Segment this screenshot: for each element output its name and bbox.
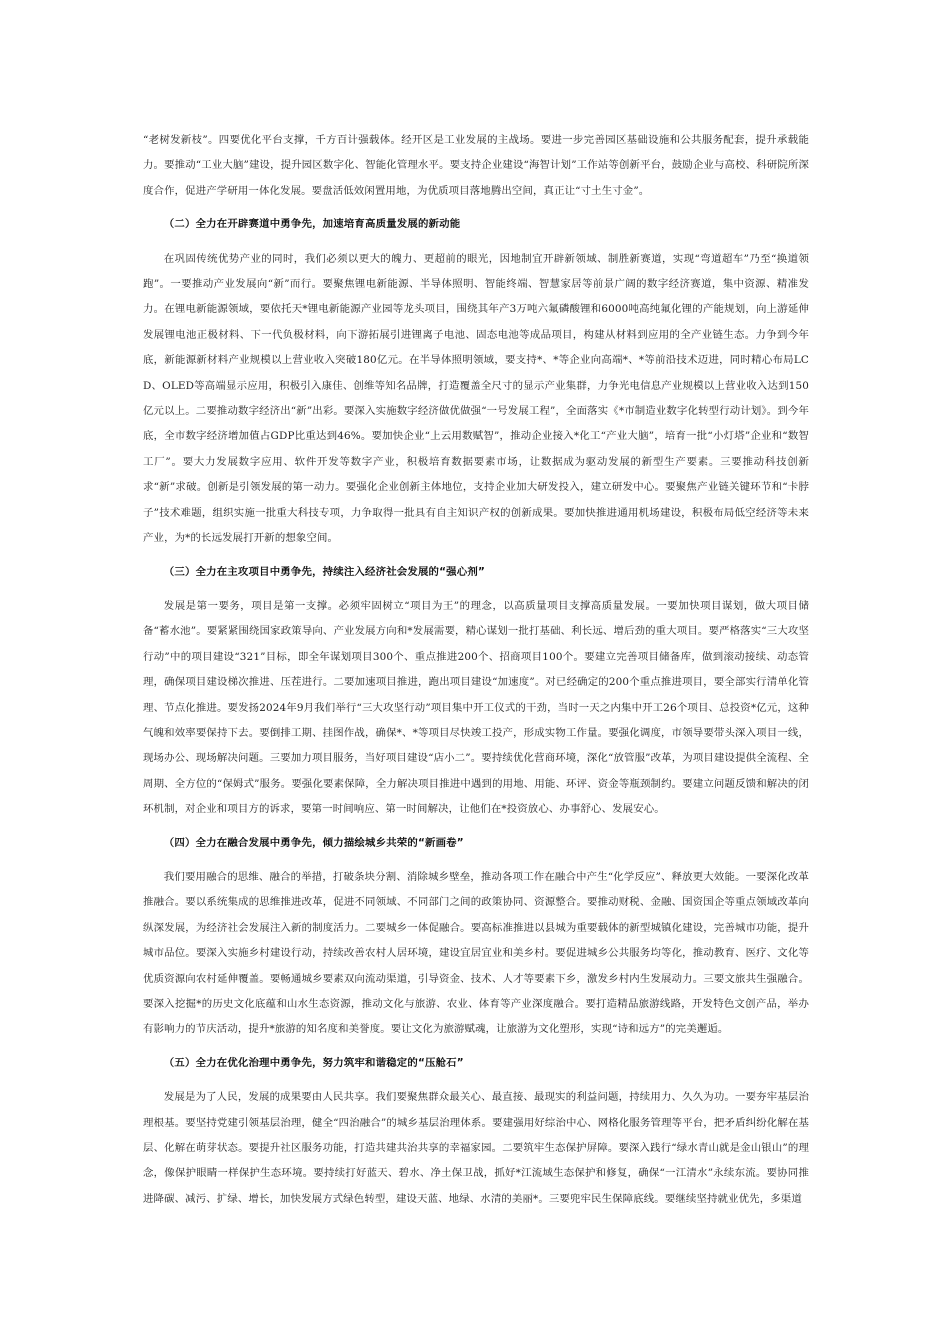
intro-paragraph: “老树发新枝”。四要优化平台支撑，千方百计强载体。经开区是工业发展的主战场。要进一步完善园区基础设施和公共服务配套，提升承载能力。要推动“工业大脑”建设，提升园区数字化、智能化管理水平。要支持企业建设“海智计划”工作站等创新平台，鼓励企业与高校、科研院所深度合作，促进产学研用一体化发展。要盘活低效闲置用地，为优质项目落地腾出空间，真正让“寸土生寸金”。: [143, 134, 809, 197]
section-heading-3: （三）全力在主攻项目中勇争先，持续注入经济社会发展的“强心剂”: [163, 565, 485, 578]
section-body-5: 发展是为了人民，发展的成果要由人民共享。我们要聚焦群众最关心、最直接、最现实的利益问题，持续用力、久久为功。一要夯牢基层治理根基。要坚持党建引领基层治理，健全“四治融合”的城乡基层治理体系。要建强用好综治中心、网格化服务管理等平台，把矛盾纠纷化解在基层、化解在萌芽状态。要提升社区服务功能，打造共建共治共享的幸福家园。二要筑牢生态保护屏障。要深入践行“绿水青山就是金山银山”的理念，像保护眼睛一样保护生态环境。要持续打好蓝天、碧水、净土保卫战，抓好*江流域生态保护和修复，确保“一江清水”永续东流。要协同推进降碳、减污、扩绿、增长，加快发展方式绿色转型，建设天蓝、地绿、水清的美丽*。三要兜牢民生保障底线。要继续坚持就业优先，多渠道: [143, 1091, 809, 1205]
section-heading-4: （四）全力在融合发展中勇争先，倾力描绘城乡共荣的“新画卷”: [163, 836, 464, 849]
section-heading-5: （五）全力在优化治理中勇争先，努力筑牢和谐稳定的“压舱石”: [163, 1056, 464, 1069]
section-body-4: 我们要用融合的思维、融合的举措，打破条块分割、消除城乡壁垒，推动各项工作在融合中产生“化学反应”、释放更大效能。一要深化改革推融合。要以系统集成的思维推进改革，促进不同领域、不同部门之间的政策协同、资源整合。要推动财税、金融、国资国企等重点领域改革向纵深发展，为经济社会发展注入新的制度活力。二要城乡一体促融合。要高标准推进以县城为重要载体的新型城镇化建设，完善城市功能，提升城市品位。要深入实施乡村建设行动，持续改善农村人居环境，建设宜居宜业和美乡村。要促进城乡公共服务均等化，推动教育、医疗、文化等优质资源向农村延伸覆盖。要畅通城乡要素双向流动渠道，引导资金、技术、人才等要素下乡，激发乡村内生发展动力。三要文旅共生强融合。要深入挖掘*的历史文化底蕴和山水生态资源，推动文化与旅游、农业、体育等产业深度融合。要打造精品旅游线路，开发特色文创产品，举办有影响力的节庆活动，提升*旅游的知名度和美誉度。要让文化为旅游赋魂，让旅游为文化塑形，实现“诗和远方”的完美邂逅。: [143, 870, 809, 1036]
section-heading-2: （二）全力在开辟赛道中勇争先，加速培育高质量发展的新动能: [163, 218, 461, 231]
section-body-2: 在巩固传统优势产业的同时，我们必须以更大的魄力、更超前的眼光，因地制宜开辟新领域、制胜新赛道，实现“弯道超车”乃至“换道领跑”。一要推动产业发展向“新”而行。要聚焦锂电新能源、半导体照明、智能终端、智慧家居等前景广阔的数字经济赛道，集中资源、精准发力。在锂电新能源领域，要依托天*锂电新能源产业园等龙头项目，围绕其年产3万吨六氟磷酸锂和6000吨高纯氟化锂的产能规划，向上游延伸发展锂电池正极材料、下一代负极材料，向下游拓展引进锂离子电池、固态电池等成品项目，构建从材料到应用的全产业链生态。力争到今年底，新能源新材料产业规模以上营业收入突破180亿元。在半导体照明领域，要支持*、*等企业向高端*、*等前沿技术迈进，同时精心布局LCD、OLED等高端显示应用，积极引入康佳、创维等知名品牌，打造覆盖全尺寸的显示产业集群，力争光电信息产业规模以上营业收入达到150亿元以上。二要推动数字经济出“新”出彩。要深入实施数字经济做优做强“一号发展工程”，全面落实《*市制造业数字化转型行动计划》。到今年底，全市数字经济增加值占GDP比重达到46%。要加快企业“上云用数赋智”，推动企业接入*化工“产业大脑”，培育一批“小灯塔”企业和“数智工厂”。要大力发展数字应用、软件开发等数字产业，积极培育数据要素市场，让数据成为驱动发展的新型生产要素。三要推动科技创新求“新”求破。创新是引领发展的第一动力。要强化企业创新主体地位，支持企业加大研发投入，建立研发中心。要聚焦产业链关键环节和“卡脖子”技术难题，组织实施一批重大科技专项，力争取得一批具有自主知识产权的创新成果。要加快推进通用机场建设，积极布局低空经济等未来产业，为*的长远发展打开新的想象空间。: [143, 252, 809, 545]
document-page: [143, 128, 809, 1212]
section-body-3: 发展是第一要务，项目是第一支撑。必须牢固树立“项目为王”的理念，以高质量项目支撑高质量发展。一要加快项目谋划，做大项目储备“蓄水池”。要紧紧围绕国家政策导向、产业发展方向和*发展需要，精心谋划一批打基础、利长远、增后劲的重大项目。要严格落实“三大攻坚行动”中的项目建设“321”目标，即全年谋划项目300个、重点推进200个、招商项目100个。要建立完善项目储备库，做到滚动接续、动态管理，确保项目建设梯次推进、压茬进行。二要加速项目推进，跑出项目建设“加速度”。对已经确定的200个重点推进项目，要全部实行清单化管理、节点化推进。要发扬2024年9月我们举行“三大攻坚行动”项目集中开工仪式的干劲，当时一天之内集中开工26个项目、总投资*亿元，这种气魄和效率要保持下去。要倒排工期、挂图作战，确保*、*等项目尽快竣工投产，形成实物工作量。要强化调度，市领导要带头深入项目一线，现场办公、现场解决问题。三要加力项目服务，当好项目建设“店小二”。要持续优化营商环境，深化“放管服”改革，为项目建设提供全流程、全周期、全方位的“保姆式”服务。要强化要素保障，全力解决项目推进中遇到的用地、用能、环评、资金等瓶颈制约。要建立问题反馈和解决的闭环机制，对企业和项目方的诉求，要第一时间响应、第一时间解决，让他们在*投资放心、办事舒心、发展安心。: [143, 599, 809, 816]
